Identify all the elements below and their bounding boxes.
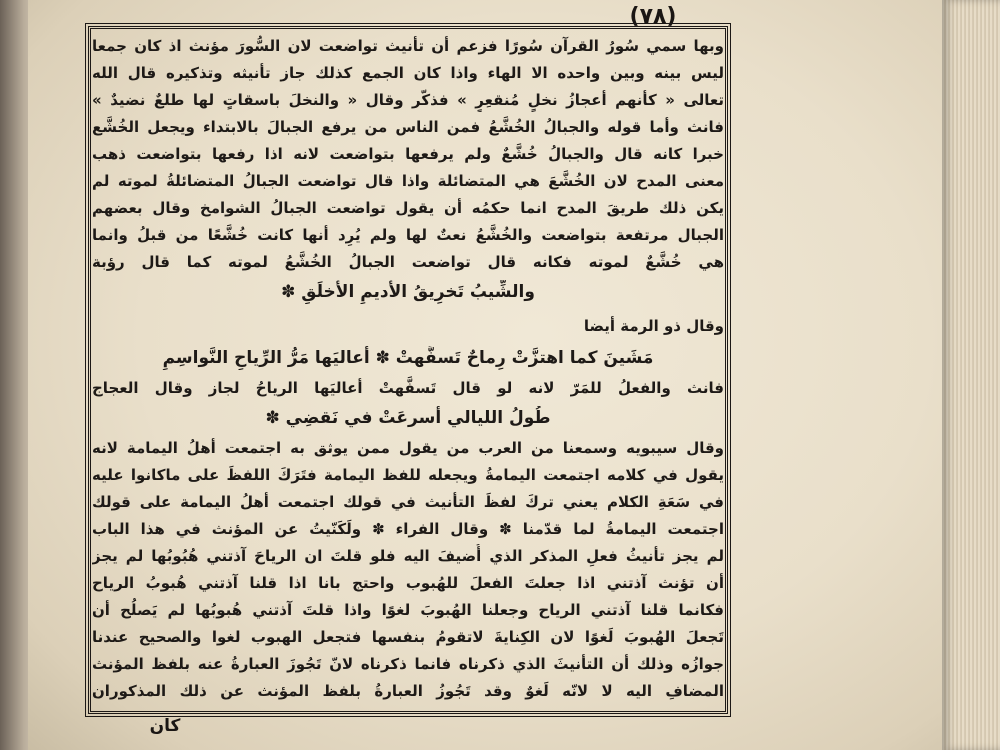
text-line: فانث والفعلُ للمَرّ لانه لو قال تَسفَّهتْ أعاليَها الرياحُ لجاز وقال العجاج: [92, 379, 724, 397]
text-line: وقال ذو الرمة أيضا: [583, 317, 724, 335]
text-block: [92, 34, 724, 710]
text-line: يقول في كلامه اجتمعت اليمامةُ ويجعله للفظ اليمامة فتَرَكَ اللفظَ على ماكانوا عليه: [92, 466, 724, 484]
text-line: يكن ذلك طريقَ المدح انما حكمُه أن يقول تواضعت الجبالُ الشوامخ وقال بعضهم: [92, 199, 724, 217]
text-line: أن تؤنث آذتني اذا جعلتَ الفعلَ للهُبوب واحتج بانا اذا قلنا آذتني هُبوبُ الرياح: [92, 574, 724, 592]
text-line: فكانما قلنا آذتني الرياح وجعلنا الهُبوبَ لغوًا واذا قلتَ آذتني هُبوبُها لم يَصلُح أن: [92, 601, 724, 619]
text-line: في سَعَةِ الكلام يعني تركَ لفظَ التأنيث في قولك اجتمعت أهلُ اليمامة على قولك: [92, 493, 724, 511]
text-line: الجبال مرتفعة بتواضعت والخُشَّعُ نعتٌ لها ولم يُرِد أنها كانت خُشَّعًا من قبلُ وانما: [92, 226, 724, 244]
page-number: (٧٨): [629, 4, 677, 29]
text-line: تَجعلَ الهُبوبَ لَغوًا لان الكِنايةَ لاتقومُ بنفسها فتجعل الهبوب لغوا والصحيح عندنا: [92, 628, 724, 646]
text-line: جوازُه وذلك أن التأنيثَ الذي ذكرناه فانما ذكرناه لانّ تَجُوزَ العبارةُ عنه بلفظ المؤنث: [92, 655, 724, 673]
catchword: كان: [149, 716, 181, 736]
text-line: وبها سمي سُورُ القرآن سُورًا فزعم أن تأنيث تواضعت لان السُّورَ مؤنث اذ كان جمعا: [92, 37, 724, 55]
text-line: اجتمعت اليمامةُ لما قدّمنا ✽ وقال الفراء ✽ ولَكَنّيتُ عن المؤنث في هذا الباب: [92, 520, 724, 538]
verse-line: والشِّيبُ تَخرِيقُ الأَديمِ الأَخلَقِ ✽: [281, 282, 535, 302]
text-line: فانث وأما قوله والجبالُ الخُشَّعُ فمن الناس من يرفع الجبالَ بالابتداء ويجعل الخُشَّع: [92, 118, 724, 136]
text-line: تعالى « كأنهم أعجازُ نخلٍ مُنقعِرٍ » فذكّر وقال « والنخلَ باسقاتٍ لها طلعٌ نضيدٌ »: [92, 91, 724, 109]
verse-line: مَشَينَ كما اهتزَّتْ رِماحٌ تَسفَّهتْ ✽ أعاليَها مَرُّ الرِّياحِ النَّواسِمِ: [162, 348, 654, 368]
text-line: هي خُشَّعٌ لموته فكانه قال تواضعت الجبالُ الخُشَّعُ لموته كما قال رؤبة: [92, 253, 724, 271]
text-line: خبرا كانه قال والجبالُ خُشَّعٌ ولم يرفعها بتواضعت لانه اذا رفعها بتواضعت ذهب: [92, 145, 724, 163]
text-line: المضافِ اليه لا لانّه لَغوٌ وقد تَجُوزُ العبارةُ بلفظ المؤنث عن ذلك المذكوران: [92, 682, 724, 700]
verse-line: طُولُ الليالي أَسرعَتْ في نَقضِي ✽: [265, 408, 551, 428]
text-line: ليس بينه وبين واحده الا الهاء واذا كان الجمع كذلك جاز تأنيثه وتذكيره قال الله: [92, 64, 724, 82]
page-stack-edge: [942, 0, 1000, 750]
text-line: وقال سيبويه وسمعنا من العرب من يقول ممن يوثق به اجتمعت أهلُ اليمامة لانه: [92, 439, 724, 457]
text-line: لم يجز تأنيثُ فعلِ المذكر الذي أُضيفَ اليه فلو قلتَ ان الرياحَ آذتني هُبُوبُها لم يجز: [92, 547, 724, 565]
text-line: معنى المدح لان الخُشَّعَ هي المتضائلة واذا قال تواضعت الجبالُ المتضائلةُ لموته لم: [92, 172, 724, 190]
